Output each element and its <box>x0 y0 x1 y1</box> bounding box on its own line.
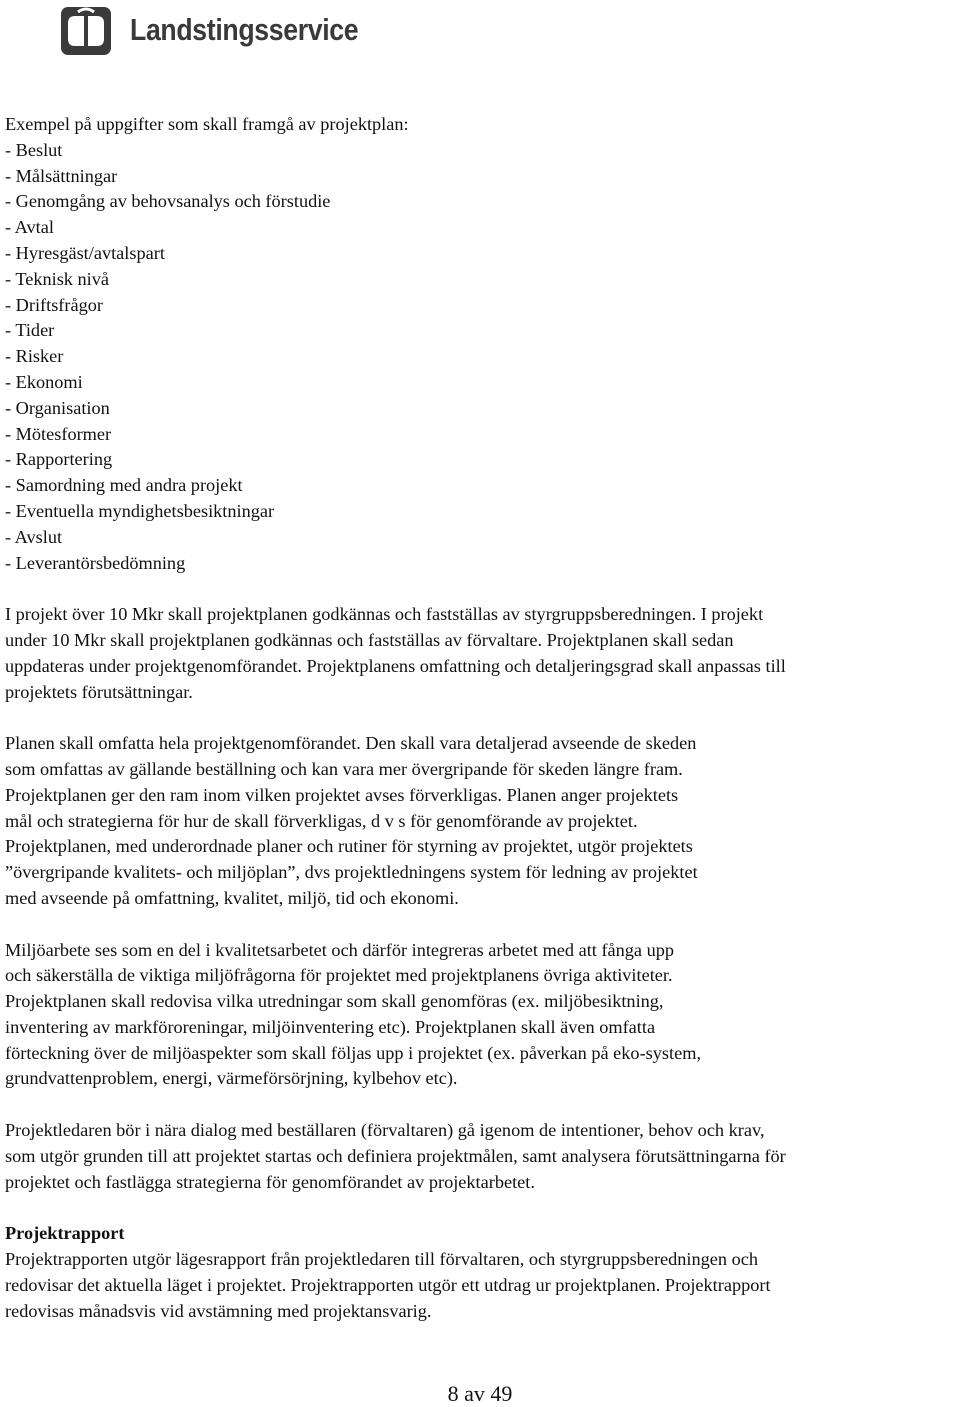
page-content <box>5 112 957 1324</box>
paragraph-line: projektet och fastlägga strategierna för genomförandet av projektarbetet. <box>5 1171 535 1192</box>
paragraph-project-leader <box>5 1118 957 1195</box>
list-item: - Avslut <box>5 526 63 547</box>
paragraph-line: I projekt över 10 Mkr skall projektplanen godkännas och fastställas av styrgruppsberedningen. I projekt <box>5 604 764 625</box>
list-item: - Ekonomi <box>5 371 83 392</box>
list-item: - Genomgång av behovsanalys och förstudie <box>5 191 331 212</box>
paragraph-line: grundvattenproblem, energi, värmeförsörjning, kylbehov etc). <box>5 1068 458 1089</box>
paragraph-line: och säkerställa de viktiga miljöfrågorna för projektet med projektplanens övriga aktiviteter. <box>5 965 673 986</box>
list-item: - Målsättningar <box>5 165 118 186</box>
list-item: - Samordning med andra projekt <box>5 475 243 496</box>
list-item: - Teknisk nivå <box>5 268 109 289</box>
spacer <box>5 1195 957 1221</box>
landstingsservice-logo-icon <box>58 2 114 58</box>
spacer <box>5 576 957 602</box>
paragraph-approval <box>5 602 957 705</box>
list-item: - Risker <box>5 346 64 367</box>
paragraph-line: projektets förutsättningar. <box>5 681 193 702</box>
list-item: - Eventuella myndighetsbesiktningar <box>5 500 275 521</box>
paragraph-line: ”övergripande kvalitets- och miljöplan”, dvs projektledningens system för ledning av projektet <box>5 862 698 883</box>
list-item: - Avtal <box>5 217 54 238</box>
list-item: - Tider <box>5 320 55 341</box>
section-projektrapport <box>5 1221 957 1324</box>
paragraph-line: Projektplanen skall redovisa vilka utredningar som skall genomföras (ex. miljöbesiktning, <box>5 991 664 1012</box>
header-logo <box>58 2 395 58</box>
list-item: - Beslut <box>5 139 63 160</box>
list-item: - Organisation <box>5 397 110 418</box>
list-item: - Hyresgäst/avtalspart <box>5 242 165 263</box>
paragraph-line: Projektplanen, med underordnade planer och rutiner för styrning av projektet, utgör projektets <box>5 836 693 857</box>
paragraph-plan-scope <box>5 731 957 912</box>
paragraph-line: under 10 Mkr skall projektplanen godkännas och fastställas av förvaltare. Projektplanen skall sedan <box>5 629 734 650</box>
spacer <box>5 705 957 731</box>
spacer <box>5 1092 957 1118</box>
paragraph-line: som utgör grunden till att projektet startas och definiera projektmålen, samt analysera förutsättningarna för <box>5 1145 786 1166</box>
paragraph-line: som omfattas av gällande beställning och kan vara mer övergripande för skeden längre fram. <box>5 758 683 779</box>
paragraph-line: Projektplanen ger den ram inom vilken projektet avses förverkligas. Planen anger projektets <box>5 784 679 805</box>
list-item: - Driftsfrågor <box>5 294 103 315</box>
paragraph-line: Miljöarbete ses som en del i kvalitetsarbetet och därför integreras arbetet med att fånga upp <box>5 939 675 960</box>
paragraph-line: redovisar det aktuella läget i projektet. Projektrapporten utgör ett utdrag ur projektplanen. Projektrapport <box>5 1274 771 1295</box>
list-item: - Rapportering <box>5 449 113 470</box>
paragraph-line: inventering av markföroreningar, miljöinventering etc). Projektplanen skall även omfatta <box>5 1016 656 1037</box>
paragraph-line: mål och strategierna för hur de skall förverkligas, d v s för genomförande av projektet. <box>5 810 638 831</box>
list-item: - Leverantörsbedömning <box>5 552 186 573</box>
paragraph-line: Projektledaren bör i nära dialog med beställaren (förvaltaren) gå igenom de intentioner, behov och krav, <box>5 1120 765 1141</box>
list-block <box>5 112 957 576</box>
paragraph-line: uppdateras under projektgenomförandet. Projektplanens omfattning och detaljeringsgrad skall anpassas till <box>5 655 786 676</box>
page-number: 8 av 49 <box>447 1381 513 1406</box>
paragraph-environment <box>5 938 957 1093</box>
paragraph-line: med avseende på omfattning, kvalitet, miljö, tid och ekonomi. <box>5 887 459 908</box>
paragraph-line: Projektrapporten utgör lägesrapport från projektledaren till förvaltaren, och styrgruppsberedningen och <box>5 1249 759 1270</box>
paragraph-line: Planen skall omfatta hela projektgenomförandet. Den skall vara detaljerad avseende de skeden <box>5 733 697 754</box>
paragraph-line: redovisas månadsvis vid avstämning med projektansvarig. <box>5 1300 432 1321</box>
logo-wordmark: Landstingsservice <box>130 12 359 47</box>
section-heading: Projektrapport <box>5 1223 125 1244</box>
list-item: - Mötesformer <box>5 423 112 444</box>
paragraph-line: förteckning över de miljöaspekter som skall följas upp i projektet (ex. påverkan på eko-system, <box>5 1042 702 1063</box>
list-title: Exempel på uppgifter som skall framgå av projektplan: <box>5 114 409 134</box>
spacer <box>5 912 957 938</box>
